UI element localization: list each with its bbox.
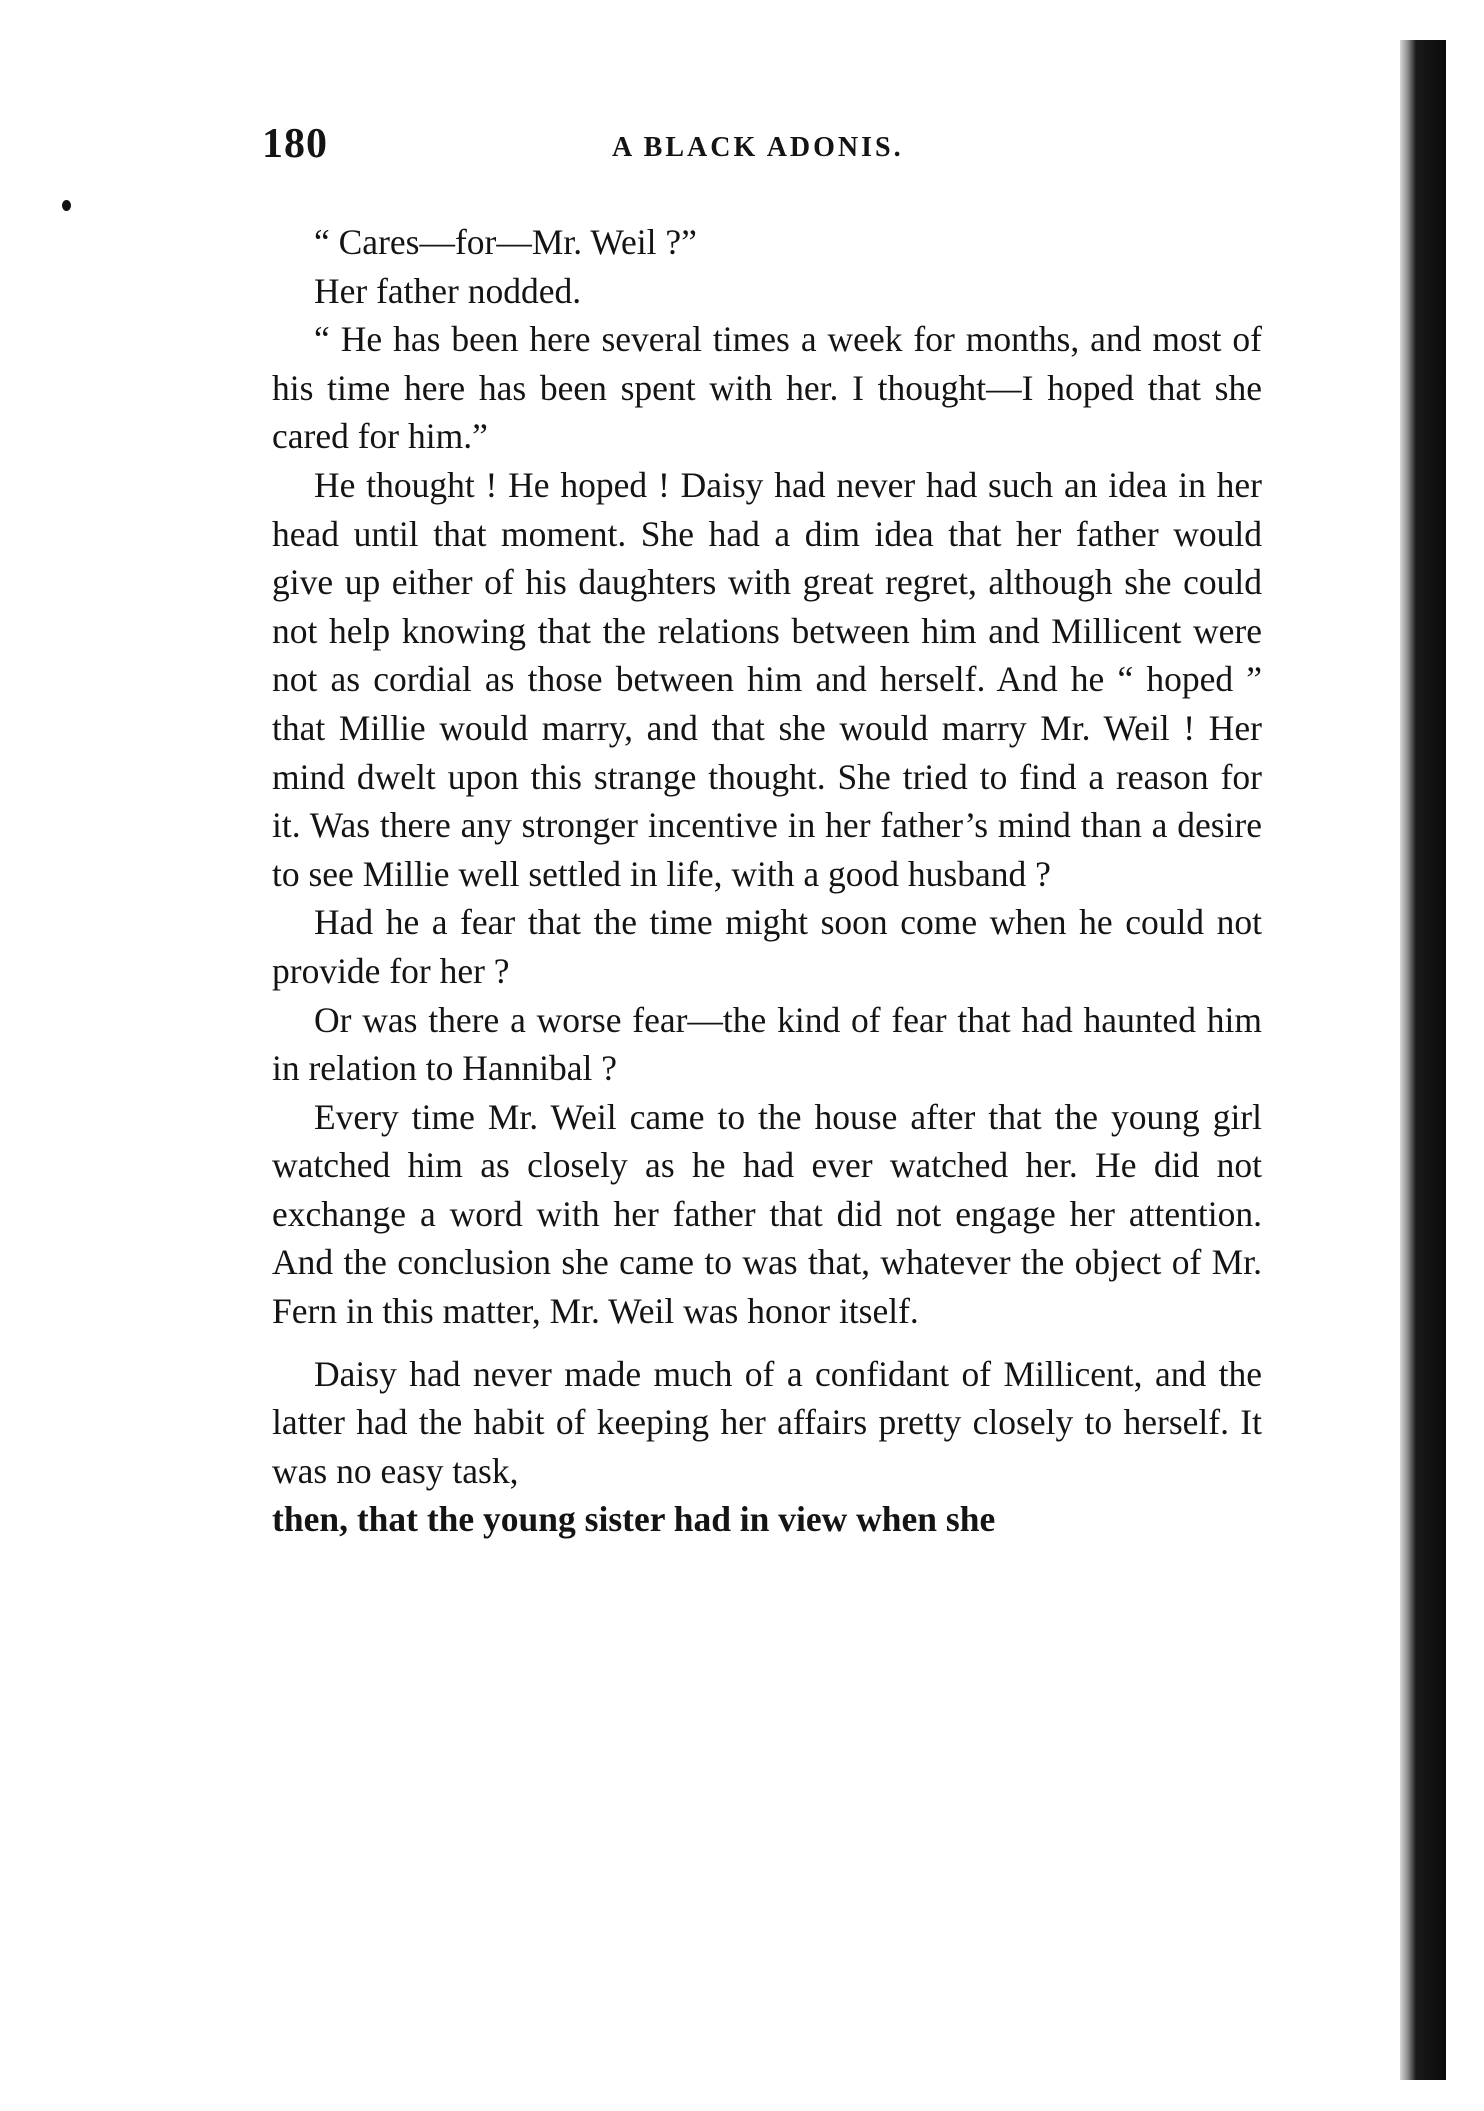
paragraph: Her father nodded.: [314, 270, 582, 311]
paragraph: “ Cares—for—Mr. Weil ?”: [314, 222, 697, 262]
body-text: [272, 218, 1262, 1544]
paragraph: “ He has been here several times a week for months, and most of his time here has been spent with her. I thought—I hoped that she cared for him.”: [272, 319, 1262, 457]
last-line: then, that the young sister had in view when she: [272, 1499, 996, 1540]
running-title: A BLACK ADONIS.: [612, 132, 904, 163]
book-spine-shadow: [1400, 40, 1446, 2080]
page-number: 180: [262, 121, 328, 167]
ink-speck: [62, 200, 71, 211]
paragraph: He thought ! He hoped ! Daisy had never had such an idea in her head until that moment. She had a dim idea that her father would give up either of his daughters with great regret, although she could not help knowing that the relations between him and Millicent were not as cordial as those between him and herself. And he “ hoped ” that Millie would marry, and that she would marry Mr. Weil ! Her mind dwelt upon this strange thought. She tried to find a reason for it. Was there any stronger incentive in her father’s mind than a desire to see Millie well settled in life, with a good husband ?: [272, 464, 1262, 894]
paragraph: Or was there a worse fear—the kind of fear that had haunted him in relation to Hannibal ?: [272, 999, 1262, 1089]
running-head: [262, 120, 1252, 180]
paragraph: Daisy had never made much of a confidant of Millicent, and the latter had the habit of keeping her affairs pretty closely to herself. It was no easy task,: [272, 1353, 1262, 1491]
paragraph: Had he a fear that the time might soon come when he could not provide for her ?: [272, 902, 1262, 991]
paragraph: Every time Mr. Weil came to the house after that the young girl watched him as closely as he had ever watched her. He did not exchange a word with her father that did not engage her attention. And the conclusion she came to was that, whatever the object of Mr. Fern in this matter, Mr. Weil was honor itself.: [272, 1096, 1262, 1332]
